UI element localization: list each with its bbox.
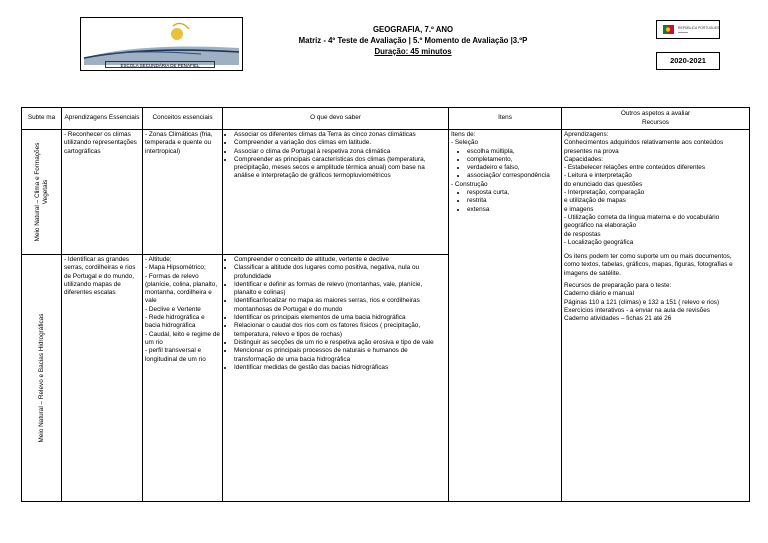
document-title: GEOGRAFIA, 7.º ANO <box>372 25 454 34</box>
list-item: • Compreender as principais características dos climas (temperatura, precipitação, meses secos e amplitude térmica anual) com base na análise e interpretação de gráficos termopluviométricos <box>234 156 446 181</box>
header-conceitos: Conceitos essenciais <box>143 108 223 130</box>
outros-suporte: Os itens podem ter como suporte um ou mais documentos, como textos, tabelas, gráficos, mapas, figuras, fotografias e imagens de satélite. <box>564 253 733 277</box>
devo-saber-clima-cell <box>223 130 449 255</box>
aprendizagens-relevo: - Identificar as grandes serras, cordilheiras e rios de Portugal e do mundo, utilizando mapas de diferentes escalas <box>62 255 143 502</box>
document-subtitle: Matriz - 4º Teste de Avaliação | 5.º Momento de Avaliação |3.ºP <box>298 36 528 45</box>
aprendizagens-clima: - Reconhecer os climas utilizando representações cartográficas <box>62 130 143 255</box>
header-outros <box>562 108 750 130</box>
school-logo <box>80 17 243 71</box>
subtema-clima: Meio Natural – Clima e Formações Vegetais <box>33 142 49 242</box>
republic-logo-text: REPÚBLICA PORTUGUESA <box>678 26 719 30</box>
conceitos-relevo-cell <box>143 255 223 502</box>
list-item: - Interpretação, comparação <box>564 189 645 197</box>
list-item: • associação/ correspondência <box>467 172 559 180</box>
list-item: Exercícios interativos - a enviar na aula de revisões <box>564 306 710 314</box>
list-item: • Identificar/localizar no mapa as maiores serras, rios e cordilheiras montanhosas de Portugal e do mundo <box>234 297 446 314</box>
table-row-clima <box>22 130 750 255</box>
republic-flag-icon <box>657 21 719 38</box>
header-devo-saber: O que devo saber <box>223 108 449 130</box>
document-header <box>63 15 723 75</box>
devo-saber-relevo-cell <box>223 255 449 502</box>
list-item: • restrita <box>467 197 559 205</box>
list-item: • Associar o clima de Portugal à respetiva zona climática <box>234 148 446 156</box>
table-header-row <box>22 108 750 130</box>
republic-logo <box>656 20 720 39</box>
list-item: - Caudal, leito e regime de um rio <box>145 330 220 346</box>
school-year: 2020-2021 <box>656 52 720 70</box>
list-item: • Associar os diferentes climas da Terra às cinco zonas climáticas <box>234 131 446 139</box>
list-item: - Rede hidrográfica e bacia hidrográfica <box>145 314 205 330</box>
list-item: • Classificar a altitude dos lugares como positiva, negativa, nula ou profundidade <box>234 264 446 281</box>
list-item: - Declive e Vertente <box>145 305 201 313</box>
header-recursos: Recursos <box>642 118 669 126</box>
header-outros-line1: Outros aspetos a avaliar <box>620 110 691 118</box>
subtema-clima-cell <box>22 130 62 255</box>
list-item: - Utilização correta da língua materna e do vocabulário geográfico na elaboração <box>564 213 720 230</box>
outros-conhecimentos: Conhecimentos adquiridos relativamente aos conteúdos presentes na prova <box>564 139 724 155</box>
list-item: • Relacionar o caudal dos rios com os fatores físicos ( precipitação, temperatura, relevo e tipos de rochas) <box>234 322 446 339</box>
outros-aspetos-cell <box>562 130 750 502</box>
recursos-label: Recursos de preparação para o teste: <box>564 282 672 290</box>
list-item: e utilização de mapas <box>564 197 626 205</box>
itens-cell <box>449 130 562 502</box>
list-item: • extensa <box>467 206 559 214</box>
list-item: de respostas <box>564 230 601 238</box>
list-item: do enunciado das questões <box>564 180 643 188</box>
list-item: - perfil transversal e longitudinal de um rio <box>145 347 206 363</box>
itens-title: Itens de: <box>451 131 476 138</box>
list-item: e imagens <box>564 205 594 213</box>
list-item: • Identificar e definir as formas de relevo (montanhas, vale, planície, planalto e colinas) <box>234 281 446 298</box>
list-item: - Estabelecer relações entre conteúdos diferentes <box>564 164 706 172</box>
header-subtema: Subte ma <box>22 108 62 130</box>
test-duration: Duração: 45 minutos <box>374 47 452 56</box>
list-item: • completamento, <box>467 156 559 164</box>
list-item: • escolha múltipla, <box>467 148 559 156</box>
subtema-relevo: Meio Natural – Relevo e Bacias Hidrográficas <box>37 313 45 443</box>
outros-aprendizagens-label: Aprendizagens: <box>564 131 609 138</box>
header-titles <box>263 24 563 57</box>
list-item: • Identificar medidas de gestão das bacias hidrográficas <box>234 364 446 372</box>
list-item: - Mapa Hipsométrico; <box>145 264 206 272</box>
list-item: • resposta curta, <box>467 189 559 197</box>
header-aprendizagens: Aprendizagens Essenciais <box>62 108 143 130</box>
itens-selecao-label: - Seleção <box>451 139 478 147</box>
header-itens: Itens <box>449 108 562 130</box>
evaluation-matrix-table <box>21 107 750 502</box>
itens-construcao-label: - Construção <box>451 180 488 188</box>
list-item: Caderno diário e manual <box>564 290 634 298</box>
list-item: - Altitude; <box>145 256 172 263</box>
list-item: Páginas 110 a 121 (climas) e 132 a 151 ( relevo e rios) <box>564 298 720 306</box>
list-item: Caderno atividades – fichas 21 até 26 <box>564 315 672 323</box>
list-item: • verdadeiro e falso, <box>467 164 559 172</box>
subtema-relevo-cell <box>22 255 62 502</box>
list-item: • Compreender o conceito de altitude, vertente e declive <box>234 256 446 264</box>
list-item: - Leitura e interpretação <box>564 172 632 180</box>
list-item: • Identificar os principais elementos de uma bacia hidrográfica <box>234 314 446 322</box>
school-caption: ESCOLA SECUNDÁRIA DE PENAFIEL <box>105 61 215 68</box>
list-item: - Localização geográfica <box>564 238 634 246</box>
outros-capacidades-label: Capacidades: <box>564 155 604 163</box>
list-item: - Formas de relevo (planície, colina, planalto, montanha, cordilheira e vale <box>145 272 218 305</box>
list-item: • Mencionar os principais processos de naturais e humanos de transformação de uma bacia hidrográfica <box>234 347 446 364</box>
list-item: • Compreender a variação dos climas em latitude. <box>234 139 446 147</box>
conceitos-clima: - Zonas Climáticas (fria, temperada e quente ou intertropical) <box>143 130 223 255</box>
list-item: • Distinguir as secções de um rio e respetiva ação erosiva e tipo de vale <box>234 339 446 347</box>
